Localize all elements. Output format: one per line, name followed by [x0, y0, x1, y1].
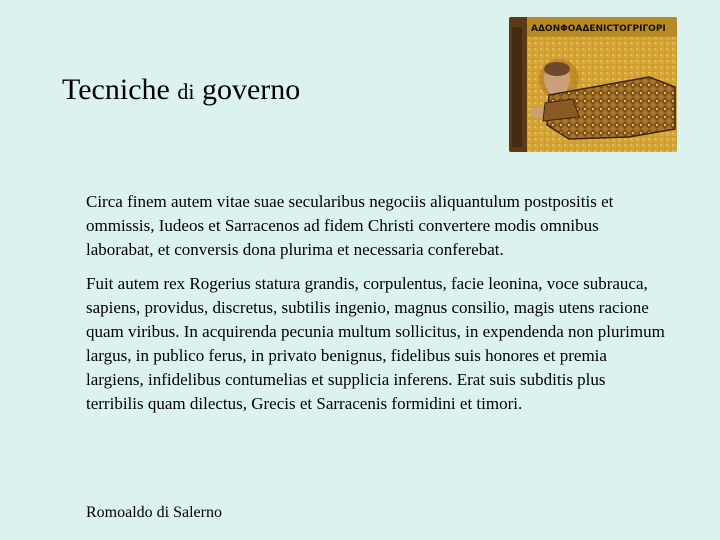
mosaic-inscription: ΑΔΟΝΦΟΑΔΕΝΙCΤΟΓΡΙΓΟΡΙ — [531, 24, 666, 34]
title-word-tecniche: Tecniche — [62, 73, 170, 106]
paragraph-2: Fuit autem rex Rogerius statura grandis, corpulentus, facie leonina, voce subrauca, sapiens, providus, discretus, subtilis ingenio, magnus consilio, magis utens racione quam viribus. In acquirenda pecunia multum sollicitus, in expendenda non plurimum largus, in publico ferus, in privato benignus, fidelibus suis honores et premia largiens, infidelibus contumelias et supplicia inferens. Erat suis subditis plus terribilis quam dilectus, Grecis et Sarracenis formidini et timori. — [86, 274, 665, 413]
paragraph-1: Circa finem autem vitae suae secularibus negociis aliquantulum postpositis et ommissis, Iudeos et Sarracenos ad fidem Christi convertere modis omnibus laborabat, et conversis dona plurima et necessaria conferebat. — [86, 192, 614, 259]
mosaic-image — [509, 17, 677, 152]
title-word-di: di — [177, 79, 195, 104]
title-word-governo: governo — [201, 73, 301, 106]
kneeling-figure-mosaic — [509, 17, 677, 152]
author-attribution: Romoaldo di Salerno — [86, 504, 222, 521]
slide-title — [62, 70, 300, 112]
body-text — [86, 190, 666, 426]
